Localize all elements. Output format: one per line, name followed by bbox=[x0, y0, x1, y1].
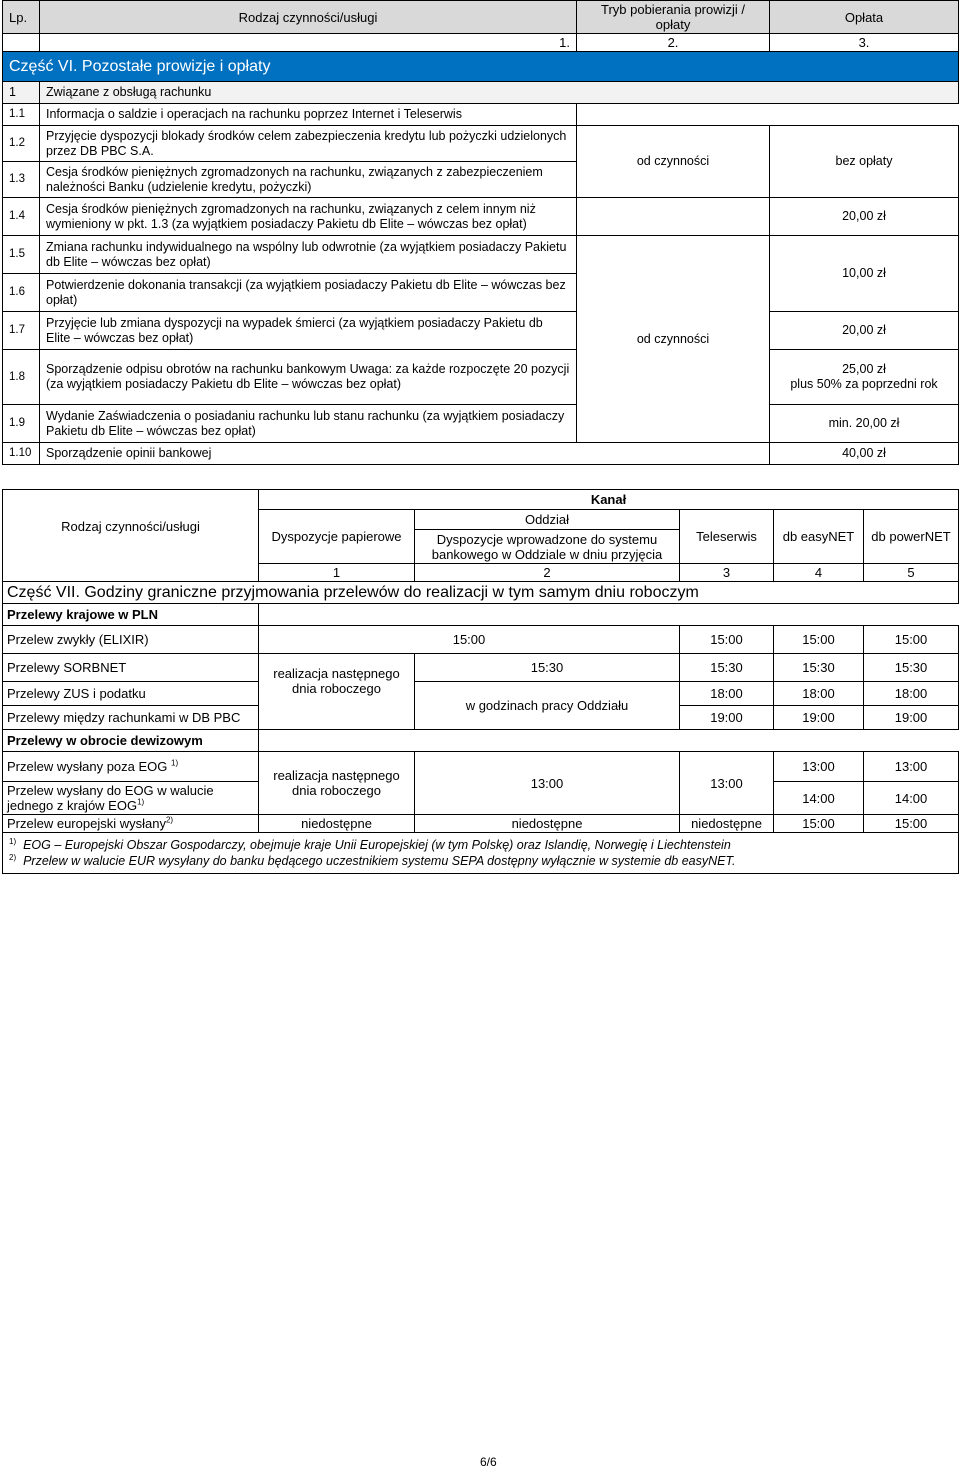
col-number: 3. bbox=[770, 34, 959, 52]
header-name: Rodzaj czynności/usługi bbox=[40, 1, 577, 34]
row-lp: 1.9 bbox=[3, 405, 40, 443]
row-lp: 1.10 bbox=[3, 443, 40, 465]
fee-cell bbox=[770, 350, 959, 405]
time-cell: niedostępne bbox=[415, 815, 680, 833]
header-lp: Lp. bbox=[3, 1, 40, 34]
time-cell: niedostępne bbox=[259, 815, 415, 833]
row-name-text: Przelew wysłany do EOG w walucie jednego z krajów EOG bbox=[7, 783, 214, 813]
section-title: Część VI. Pozostałe prowizje i opłaty bbox=[3, 52, 959, 82]
page-number: 6/6 bbox=[480, 1455, 497, 1469]
header-kanal: Kanał bbox=[259, 490, 959, 510]
col-number: 3 bbox=[680, 564, 774, 582]
row-text: Sporządzenie opinii bankowej bbox=[40, 443, 770, 465]
time-cell: 14:00 bbox=[774, 782, 864, 815]
row-text: Wydanie Zaświadczenia o posiadaniu rachunku lub stanu rachunku (za wyjątkiem posiadaczy Pakietu db Elite – wówczas bez opłat) bbox=[40, 405, 577, 443]
row-lp: 1.2 bbox=[3, 126, 40, 162]
realizacja-cell: realizacja następnego dnia roboczego bbox=[259, 752, 415, 815]
fee-cell: 40,00 zł bbox=[770, 443, 959, 465]
time-cell: 15:30 bbox=[864, 654, 959, 682]
footnote-text: EOG – Europejski Obszar Gospodarczy, obejmuje kraje Unii Europejskiej (w tym Polskę) oraz Islandię, Norwegię i Liechtenstein bbox=[23, 838, 731, 852]
header-mode: Tryb pobierania prowizji / opłaty bbox=[577, 1, 770, 34]
col-number: 2 bbox=[415, 564, 680, 582]
row-text: Informacja o saldzie i operacjach na rachunku poprzez Internet i Teleserwis bbox=[40, 104, 577, 126]
col-number: 2. bbox=[577, 34, 770, 52]
row-lp: 1.4 bbox=[3, 198, 40, 236]
time-cell: 14:00 bbox=[864, 782, 959, 815]
row-text: Sporządzenie odpisu obrotów na rachunku bankowym Uwaga: za każde rozpoczęte 20 pozycji (za wyjątkiem posiadaczy Pakietu db Elite – wówczas bez opłat) bbox=[40, 350, 577, 405]
row-name-text: Przelew europejski wysłany bbox=[7, 816, 166, 831]
fee-cell: 10,00 zł bbox=[770, 236, 959, 312]
row-text: Zmiana rachunku indywidualnego na wspólny lub odwrotnie (za wyjątkiem posiadaczy Pakietu db Elite – wówczas bez opłat) bbox=[40, 236, 577, 274]
header-teleserwis: Teleserwis bbox=[680, 510, 774, 564]
row-lp: 1.5 bbox=[3, 236, 40, 274]
row-lp: 1.7 bbox=[3, 312, 40, 350]
time-cell: 18:00 bbox=[680, 682, 774, 706]
time-cell: 15:00 bbox=[259, 626, 680, 654]
footnote bbox=[9, 853, 952, 869]
fees-table bbox=[2, 0, 959, 465]
group-title: Przelewy krajowe w PLN bbox=[3, 604, 259, 626]
row-name bbox=[3, 782, 259, 815]
time-cell: 19:00 bbox=[774, 706, 864, 730]
sub-title: Związane z obsługą rachunku bbox=[40, 82, 959, 104]
header-name: Rodzaj czynności/usługi bbox=[3, 490, 259, 564]
header-papier: Dyspozycje papierowe bbox=[259, 510, 415, 564]
time-cell: niedostępne bbox=[680, 815, 774, 833]
time-cell: 13:00 bbox=[864, 752, 959, 782]
footnote-ref: 1) bbox=[171, 758, 179, 768]
col-number: 1 bbox=[259, 564, 415, 582]
time-cell: 15:30 bbox=[415, 654, 680, 682]
row-name: Przelewy ZUS i podatku bbox=[3, 682, 259, 706]
time-cell: 13:00 bbox=[415, 752, 680, 815]
footnote bbox=[9, 837, 952, 853]
fee-cell: bez opłaty bbox=[770, 126, 959, 198]
fee-note: plus 50% za poprzedni rok bbox=[790, 377, 938, 391]
footnotes bbox=[3, 833, 959, 874]
header-oddzial: Oddział bbox=[415, 510, 680, 530]
footnote-text: Przelew w walucie EUR wysyłany do banku będącego uczestnikiem systemu SEPA dostępny wyłącznie w systemie db easyNET. bbox=[23, 854, 736, 868]
fee-cell: min. 20,00 zł bbox=[770, 405, 959, 443]
time-cell: 15:00 bbox=[774, 815, 864, 833]
header-easynet: db easyNET bbox=[774, 510, 864, 564]
row-lp: 1.3 bbox=[3, 162, 40, 198]
godziny-cell: w godzinach pracy Oddziału bbox=[415, 682, 680, 730]
row-text: Cesja środków pieniężnych zgromadzonych na rachunku, związanych z celem innym niż wymieniony w pkt. 1.3 (za wyjątkiem posiadaczy Pakietu db Elite – wówczas bez opłat) bbox=[40, 198, 577, 236]
row-text: Cesja środków pieniężnych zgromadzonych na rachunku, związanych z zabezpieczeniem należności Banku (udzielenie kredytu, pożyczki) bbox=[40, 162, 577, 198]
time-cell: 13:00 bbox=[680, 752, 774, 815]
row-name: Przelewy SORBNET bbox=[3, 654, 259, 682]
sub-num: 1 bbox=[3, 82, 40, 104]
row-name bbox=[3, 815, 259, 833]
section-title: Część VII. Godziny graniczne przyjmowania przelewów do realizacji w tym samym dniu roboczym bbox=[3, 582, 959, 604]
footnote-mark: 2) bbox=[9, 852, 17, 862]
group-title: Przelewy w obrocie dewizowym bbox=[3, 730, 259, 752]
fee-cell: 20,00 zł bbox=[770, 198, 959, 236]
row-lp: 1.6 bbox=[3, 274, 40, 312]
header-fee: Opłata bbox=[770, 1, 959, 34]
time-cell: 15:00 bbox=[864, 626, 959, 654]
cutoff-table bbox=[2, 489, 959, 874]
fee-value: 25,00 zł bbox=[842, 362, 886, 376]
time-cell: 15:00 bbox=[864, 815, 959, 833]
time-cell: 15:00 bbox=[680, 626, 774, 654]
mode-cell: od czynności bbox=[577, 236, 770, 443]
time-cell: 13:00 bbox=[774, 752, 864, 782]
col-number: 4 bbox=[774, 564, 864, 582]
mode-cell: od czynności bbox=[577, 126, 770, 198]
col-number: 5 bbox=[864, 564, 959, 582]
time-cell: 15:30 bbox=[774, 654, 864, 682]
time-cell: 18:00 bbox=[774, 682, 864, 706]
fee-cell: 20,00 zł bbox=[770, 312, 959, 350]
row-lp: 1.8 bbox=[3, 350, 40, 405]
row-text: Przyjęcie dyspozycji blokady środków celem zabezpieczenia kredytu lub pożyczki udzielonych przez DB PBC S.A. bbox=[40, 126, 577, 162]
time-cell: 15:30 bbox=[680, 654, 774, 682]
row-text: Przyjęcie lub zmiana dyspozycji na wypadek śmierci (za wyjątkiem posiadaczy Pakietu db Elite – wówczas bez opłat) bbox=[40, 312, 577, 350]
footnote-mark: 1) bbox=[9, 836, 17, 846]
col-number: 1. bbox=[40, 34, 577, 52]
row-name bbox=[3, 752, 259, 782]
row-name: Przelew zwykły (ELIXIR) bbox=[3, 626, 259, 654]
header-powernet: db powerNET bbox=[864, 510, 959, 564]
row-name: Przelewy między rachunkami w DB PBC bbox=[3, 706, 259, 730]
header-system: Dyspozycje wprowadzone do systemu bankowego w Oddziale w dniu przyjęcia bbox=[415, 530, 680, 564]
row-name-text: Przelew wysłany poza EOG bbox=[7, 759, 168, 774]
realizacja-cell: realizacja następnego dnia roboczego bbox=[259, 654, 415, 730]
footnote-ref: 2) bbox=[165, 815, 174, 825]
time-cell: 15:00 bbox=[774, 626, 864, 654]
time-cell: 19:00 bbox=[680, 706, 774, 730]
row-lp: 1.1 bbox=[3, 104, 40, 126]
time-cell: 18:00 bbox=[864, 682, 959, 706]
footnote-ref: 1) bbox=[137, 797, 145, 807]
time-cell: 19:00 bbox=[864, 706, 959, 730]
row-text: Potwierdzenie dokonania transakcji (za wyjątkiem posiadaczy Pakietu db Elite – wówczas bez opłat) bbox=[40, 274, 577, 312]
